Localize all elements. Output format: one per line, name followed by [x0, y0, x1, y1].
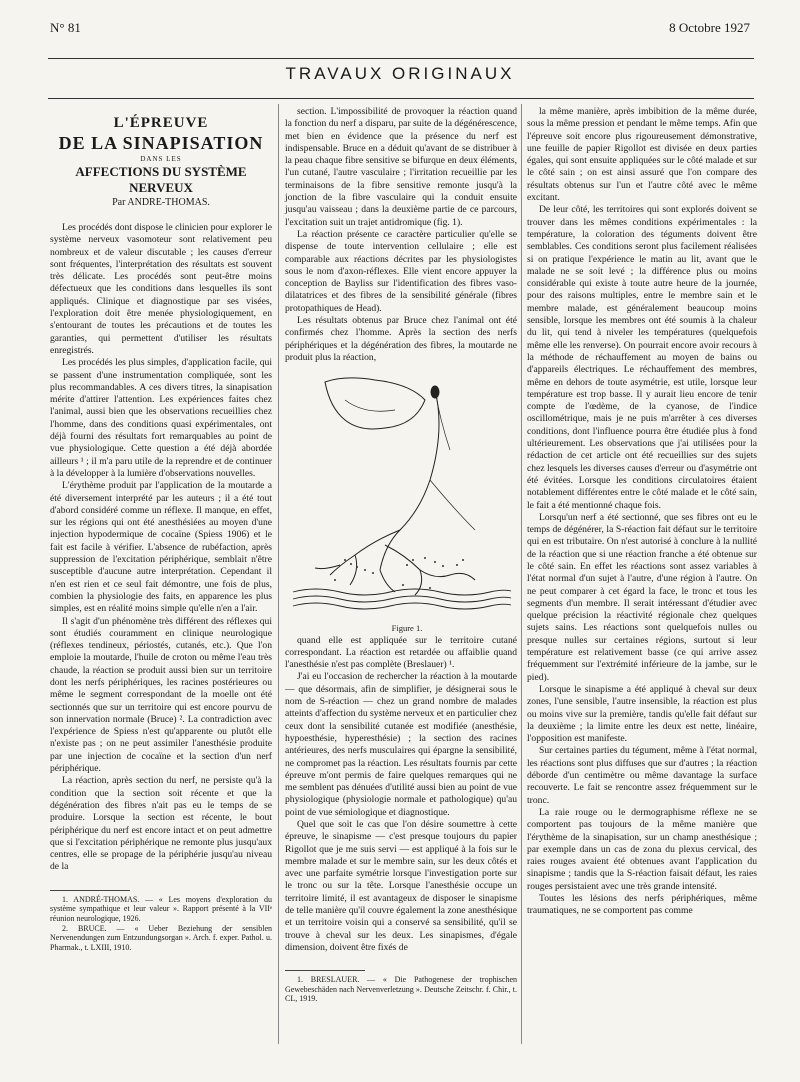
header-rule-bottom: [48, 98, 754, 99]
paragraph: J'ai eu l'occasion de rechercher la réaction à la moutarde — que désormais, afin de simplifier, je désignerai sous le nom de S-réaction — chez un grand nombre de malades atteints d'affection du système nerveux et en particulier chez ceux dont la sensibilité cutanée est modifiée (anesthésie, hypoesthésie, hyperesthésie) ; la section des racines antérieures, des nerfs musculaires qui épargne la sensibilité, ne compromet pas la réaction. Les résultats fournis par cette épreuve m'ont permis de faire quelques remarques qui ne me semblent pas dénuées d'utilité aussi bien au point de vue physiologique (physiologie normale et pathologique) qu'au point de vue sémiologique et diagnostique.: [285, 671, 517, 818]
paragraph: La réaction présente ce caractère particulier qu'elle se dispense de toute intervention cellulaire ; elle est comparable aux réactions décrites par les physiologistes sous le nom d'axon-réflexes. Elle vient encore appuyer la conception de Bayliss sur l'identification des fibres vaso-dilatatrices et des fibres de la sensibilité générale (fibres protopathiques de Head).: [285, 228, 517, 314]
footnote: 2. BRUCE. — « Ueber Beziehung der sensiblen Nervenendungen zum Entzundungsorgan ». Arch. f. exper. Pathol. u. Pharmak., t. LXIII, 1910.: [50, 923, 272, 952]
paragraph: quand elle est appliquée sur le territoire cutané correspondant. La réaction est retardée ou affaiblie quand l'anesthésie n'est pas complète (Breslauer) ¹.: [285, 634, 517, 671]
paragraph: De leur côté, les territoires qui sont explorés doivent se trouver dans les mêmes conditions expérimentales : la température, la coloration des téguments doivent être semblables. Ces conditions seront plus facilement réalisées si on pratique l'expérience le matin au lit, avant que le malade ne se soit levé ; la différence plus ou moins considérable qui existe à toute autre heure de la journée, pour des raisons multiples, entre le membre sain et le membre malade, est généralement beaucoup moins sensible, lorsque les membres ont été soumis à la chaleur du lit, qui tend à niveler les températures (quelquefois même elle les renverse). On pourrait encore avoir recours à la méthode de réchauffement au moyen de bains ou d'appareils électriques. Le réchauffement des membres, même en dehors de toute asymétrie, est utile, lorsque leur température est trop basse. Il y aurait lieu encore de tenir compte de l'œdème, de la cyanose, de l'indice oscillométrique, mais je ne puis m'arrêter à ces diverses conditions, dont l'influence pourra être étudiée plus à fond ultérieurement. Les observations que j'ai utilisées pour la rédaction de cet article ont été recueillies sur des sujets chez lesquels les diverses causes d'erreur ou d'asymétrie ont été évitées. Lorsque les conditions circulatoires étaient notablement différentes entre le côté malade et le côté sain, le fait a été mentionné chaque fois.: [527, 204, 757, 511]
column-1-footnotes: [50, 895, 272, 953]
header-rule-top: [48, 58, 754, 59]
column-1: [50, 106, 272, 952]
article-title-line4: AFFECTIONS DU SYSTÈME NERVEUX: [75, 164, 247, 195]
paragraph: Les procédés les plus simples, d'application facile, qui se passent d'une instrumentation compliquée, sont les plus recommandables. A ces divers titres, la sinapisation mérite d'attirer l'attention. Les expériences faites chez l'animal, aussi bien que les observations recueillies chez l'homme, dans des conditions quasi expérimentales, ont déjà fourni des résultats fort remarquables au point de vue physiologique. Cette question a été déjà abordée ailleurs ¹ ; il m'a paru utile de la reprendre et de continuer à la développer à la lumière d'observations nouvelles.: [50, 357, 272, 479]
column-3: [527, 106, 757, 918]
nerve-diagram-illustration: [285, 370, 517, 618]
paragraph: la même manière, après imbibition de la même durée, sous la même pression et pendant le même temps. Afin que l'épreuve soit encore plus rigoureusement démonstrative, une feuille de papier Rigollot est divisée en deux parties égales, qui sont ensuite appliquées sur le côté malade et sur le côté sain ; on est ainsi assuré que l'on compare des résultats obtenus sur l'un et l'autre côté avec le même excitant.: [527, 106, 757, 204]
paragraph: Il s'agit d'un phénomène très différent des réflexes qui sont étudiés couramment en clinique neurologique (réflexes tendineux, périostés, cutanés, etc.). Que l'on emploie la moutarde, l'huile de croton ou même l'eau très chaude, la réaction se produit aussi bien sur un territoire dont les nerfs périphériques, les racines postérieures ou même le segment correspondant de la moelle ont été sectionnés que sur un territoire qui est encore pourvu de son innervation normale (Bruce) ². La contradiction avec l'expérience de Spiess n'est qu'apparente ou plutôt elle n'existe pas ; on ne peut assimiler l'anesthésie produite par une injection de cocaïne et la section d'un nerf périphérique.: [50, 615, 272, 775]
column-divider-2: [521, 104, 522, 1044]
article-title-line3: DANS LES: [140, 155, 182, 163]
paragraph: La réaction, après section du nerf, ne persiste qu'à la condition que la section soit récente et que la dégénération des fibres n'ait pas eu le temps de se produire. Lorsque la section est récente, le bout périphérique du nerf est encore intact et on peut admettre que si l'excitation périphérique ne remonte plus jusqu'aux centres, elle se propage de la périphérie jusqu'au niveau de la: [50, 775, 272, 873]
column-divider-1: [278, 104, 279, 1044]
paragraph: L'érythème produit par l'application de la moutarde a été diversement interprété par les auteurs ; il a été tout d'abord considéré comme un réflexe. Il manque, en effet, sur les régions qui ont été anesthésiées au moyen d'une injection hypodermique de cocaïne (Spiess 1906) et le fait est facile à vérifier. L'absence de rubéfaction, après suppression de l'excitation périphérique, semblait n'être susceptible d'aucune autre interprétation. Cependant il n'en est rien et ce seul fait démontre, une fois de plus, combien la physiologie des faits, en apparence les plus simples, est en réalité moins simple qu'elle n'en a l'air.: [50, 480, 272, 615]
footnote: 1. ANDRÉ-THOMAS. — « Les moyens d'exploration du système sympathique et leur valeur ». Rapport présenté à la VIIᵉ réunion neurologique, 1926.: [50, 894, 272, 923]
paragraph: Sur certaines parties du tégument, même à l'état normal, les réactions sont plus diffuses que sur d'autres ; la réaction déborde d'un centimètre ou même davantage la surface recouverte. Le fait se rencontre assez fréquemment sur le tronc.: [527, 745, 757, 806]
column-2-footnotes: [285, 975, 517, 1004]
figure-caption: Figure 1.: [391, 623, 423, 634]
paragraph: Lorsqu'un nerf a été sectionné, que ses fibres ont eu le temps de dégénérer, la S-réaction fait défaut sur le territoire qui en est tributaire. On n'est autorisé à conclure à la nullité de la réaction que si une réaction franche a été obtenue sur le côté sain. En effet les réactions sont assez variables à l'état normal d'un sujet à l'autre, d'une région à l'autre. On ne peut comparer à cet égard la face, le tronc et tous les segments d'un membre. Il serait intéressant d'étudier avec quelque précision la réactivité régionale chez quelques sujets sains. Les réactions sont quelquefois nulles ou presque nulles sur certaines régions, surtout si leur température est relativement basse (ce qui arrive assez fréquemment sur l'extrémité inférieure de la jambe, sur le pied).: [527, 511, 757, 683]
paragraph: La raie rouge ou le dermographisme réflexe ne se comportent pas toujours de la même manière que l'érythème de la sinapisation, sur un champ anesthésique ; par exemple dans un cas de zona du plexus cervical, des raies rouges avaient été obtenues avant l'application du sinapisme ; tandis que la S-réaction faisait défaut, les raies rouges persistaient avec une très grande intensité.: [527, 806, 757, 892]
article-title-line2: DE LA SINAPISATION: [58, 133, 264, 153]
issue-number: N° 81: [50, 20, 81, 35]
column-2: [285, 106, 517, 1004]
column-2-body-bottom: [285, 635, 517, 955]
issue-date: 8 Octobre 1927: [669, 20, 750, 35]
paragraph: Les résultats obtenus par Bruce chez l'animal ont été confirmés chez l'homme. Après la section des nerfs périphériques et la dégénération des fibres, la moutarde ne produit plus la réaction,: [285, 315, 517, 363]
footnote: 1. BRESLAUER. — « Die Pathogenese der trophischen Gewebeschäden nach Nervenverletzung ». Deutsche Zeitschr. f. Chir., t. CL, 1919.: [285, 975, 517, 1004]
paragraph: Lorsque le sinapisme a été appliqué à cheval sur deux zones, l'une sensible, l'autre insensible, la réaction est plus ou moins vive sur la première, tandis qu'elle fait défaut sur la deuxième ; la limite entre les deux est nette, linéaire, l'opposition est manifeste.: [527, 683, 757, 745]
paragraph: section. L'impossibilité de provoquer la réaction quand la fonction du nerf a disparu, par suite de la dégénérescence, met bien en évidence que la présence du nerf est indispensable. Bruce en a déduit qu'avant de se distribuer à la peau chaque fibre sensitive se bifurque en deux éléments, l'un cutané, l'autre vasculaire ; l'irritation recueillie par les terminaisons de la fibre sensitive remonte jusqu'à la jonction de la fibre vasculaire qui la conduit ensuite jusqu'au vaisseau ; dans la deuxième partie de ce parcours, l'excitation suit un trajet antidromique (fig. 1).: [285, 106, 517, 228]
column-2-body-top: [285, 106, 517, 364]
column-3-body: [527, 106, 757, 918]
article-author: Par ANDRE-THOMAS.: [112, 197, 210, 208]
figure-1: [285, 370, 517, 618]
paragraph: Quel que soit le cas que l'on désire soumettre à cette épreuve, le sinapisme — c'est presque toujours du papier Rigollot que je me suis servi — est appliqué à la fois sur le membre malade et sur le membre sain, sur les deux côtés et avec une parfaite symétrie lorsque l'investigation porte sur le tronc ou sur la tête. Lorsque l'anesthésie occupe un territoire limité, il est avantageux de disposer le sinapisme de telle manière qu'il couvre également la zone anesthésique et un territoire voisin qui a conservé sa sensibilité, qu'il se trouve à cheval sur les deux. Les sinapismes, d'égale dimension, doivent être fixés de: [285, 818, 517, 953]
article-title-line1: L'ÉPREUVE: [113, 115, 209, 131]
column-1-body: [50, 222, 272, 874]
paragraph: Les procédés dont dispose le clinicien pour explorer le système nerveux vasomoteur sont relativement peu nombreux et de valeur discutable ; les causes d'erreur sont fréquentes, l'interprétation des résultats est souvent très délicate. Les procédés sont peut-être moins défectueux que les conditions dans lesquelles ils sont appliqués. Clinique et diagnostique par ses visées, l'exploration doit être menée physiologiquement, en s'entourant de toutes les précautions et de toutes les garanties, qui permettent d'utiliser les résultats enregistrés.: [50, 222, 272, 356]
paragraph: Toutes les lésions des nerfs périphériques, même traumatiques, ne se comportent pas comme: [527, 893, 757, 917]
section-title: TRAVAUX ORIGINAUX: [285, 64, 515, 83]
footnote-rule: [50, 890, 130, 891]
footnote-rule: [285, 970, 365, 971]
